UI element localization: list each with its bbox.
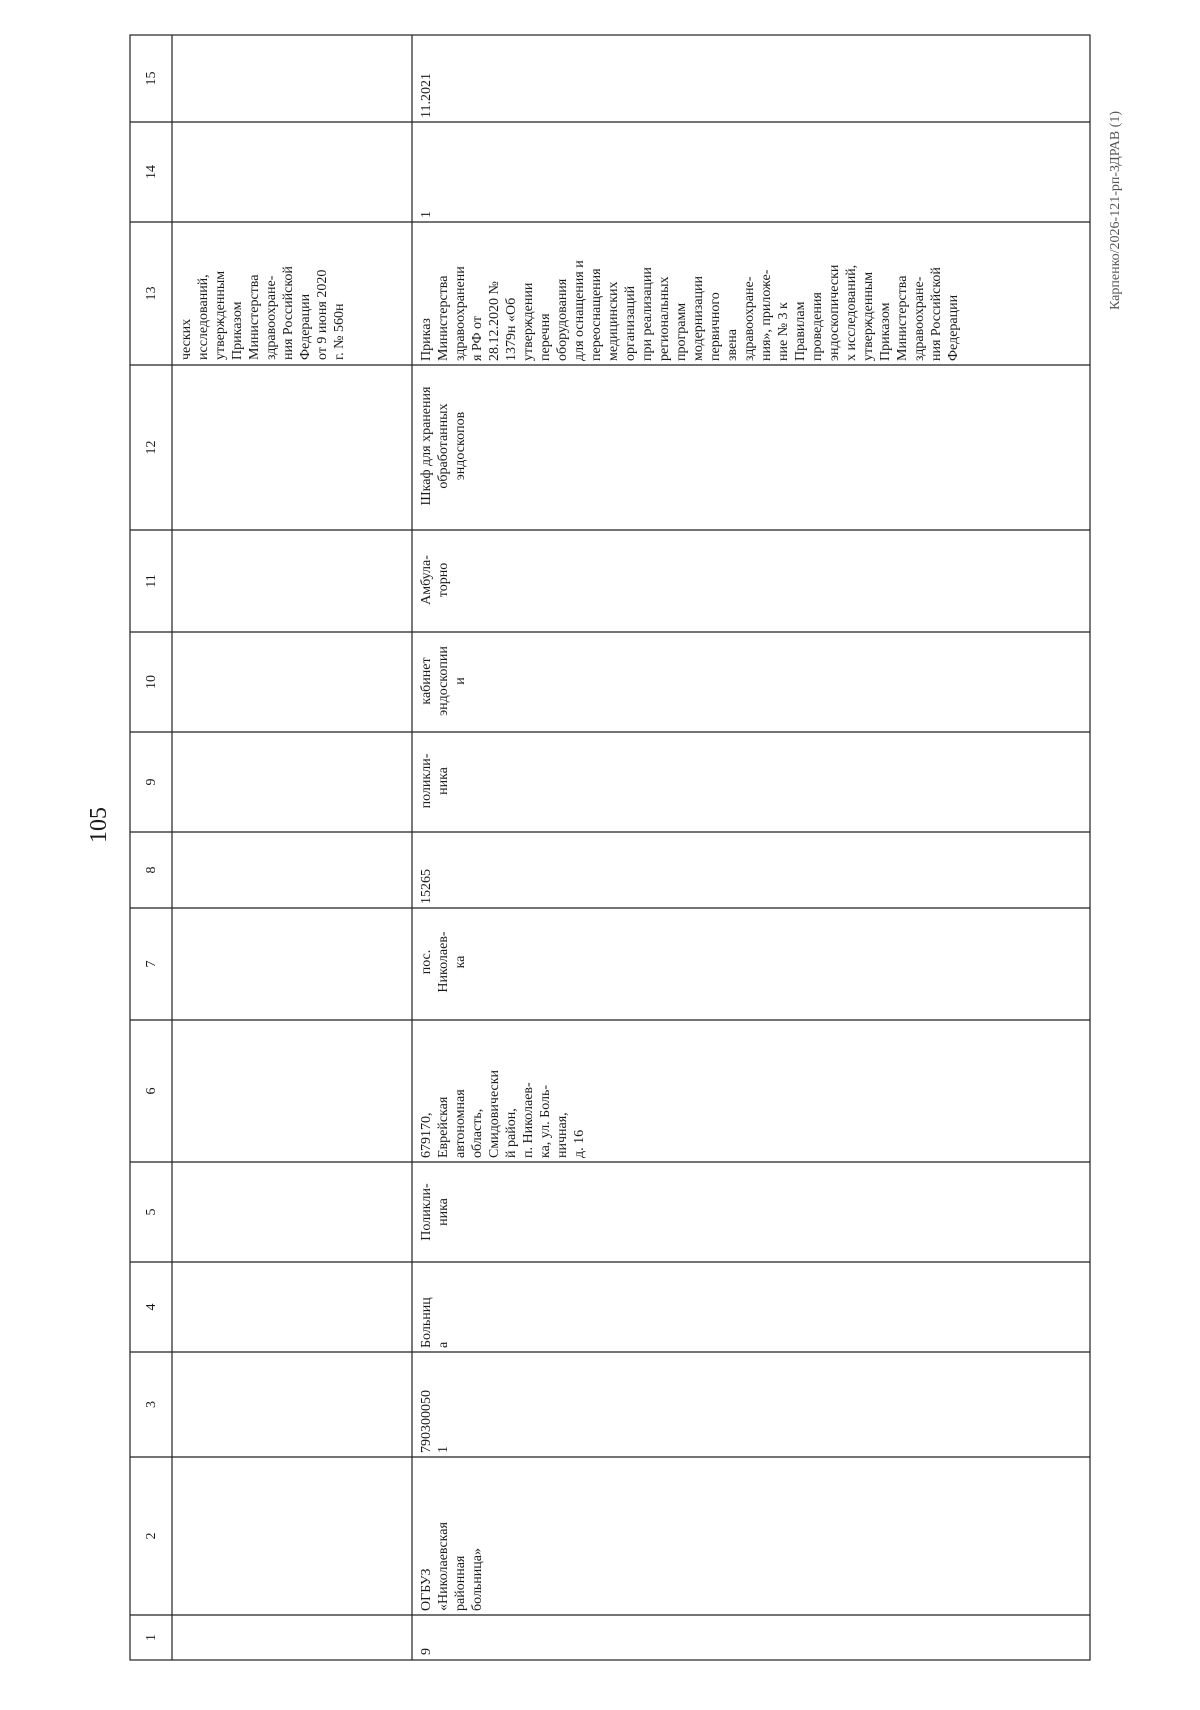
column-number-15: 15 xyxy=(144,71,159,86)
cell-equipment-name: Шкаф для хранения обработанных эндоскопов xyxy=(419,386,468,506)
cell-unit-type: Поликли- ника xyxy=(419,1183,451,1241)
cell-date: 11.2021 xyxy=(419,73,434,118)
cell-row-number: 9 xyxy=(419,1648,434,1655)
page-number: 105 xyxy=(86,807,112,843)
column-number-1: 1 xyxy=(144,1634,159,1641)
column-number-5: 5 xyxy=(144,1208,159,1216)
cell-institution-type: Больниц а xyxy=(419,1297,451,1348)
cell-cabinet: кабинет эндоскопии и xyxy=(419,646,468,716)
column-number-14: 14 xyxy=(144,165,159,179)
cell-care-conditions: Амбула- торно xyxy=(419,555,451,605)
column-number-4: 4 xyxy=(144,1303,159,1311)
column-number-3: 3 xyxy=(144,1401,159,1408)
cell-quantity: 1 xyxy=(419,211,434,218)
cell-settlement: пос. Николаев- ка xyxy=(419,931,468,993)
column-number-10: 10 xyxy=(144,675,159,689)
cell-population: 15265 xyxy=(419,869,434,904)
continuation-cell-13: ческих исследований, утвержденным Приказом Министерства здравоохране- ния Российской Федерации от 9 июня 2020 г. № 560н xyxy=(179,266,347,360)
cell-address: 679170, Еврейская автономная область, Смидовически й район, п. Николаев- ка, ул. Боль- ничная, д. 16 xyxy=(419,1069,587,1158)
column-number-6: 6 xyxy=(144,1087,159,1095)
cell-legal-basis: Приказ Министерства здравоохранени я РФ от 28.12.2020 № 1379н «Об утверждении перечня оборудования для оснащения и переоснащения медицинских организаций при реализации региональных программ модернизации первичного звена здравоохране- ния», приложе- ние № 3 к Правилам проведения эндоскопически х исследований, утвержденным Приказом Министерства здравоохране- ния Российской Федерации xyxy=(419,260,961,361)
column-number-12: 12 xyxy=(144,440,159,455)
cell-organization-name: ОГБУЗ «Николаевская районная больница» xyxy=(419,1522,485,1611)
cell-department: поликли- ника xyxy=(419,753,451,809)
column-number-9: 9 xyxy=(144,778,159,786)
column-number-8: 8 xyxy=(144,866,159,874)
column-number-2: 2 xyxy=(144,1532,159,1540)
column-number-7: 7 xyxy=(144,960,159,968)
column-number-11: 11 xyxy=(144,574,159,588)
column-number-13: 13 xyxy=(144,286,159,301)
document-identifier: Карпенко/2026-121-рп-ЗДРАВ (1) xyxy=(1108,110,1123,310)
cell-code: 790300050 1 xyxy=(419,1390,451,1453)
